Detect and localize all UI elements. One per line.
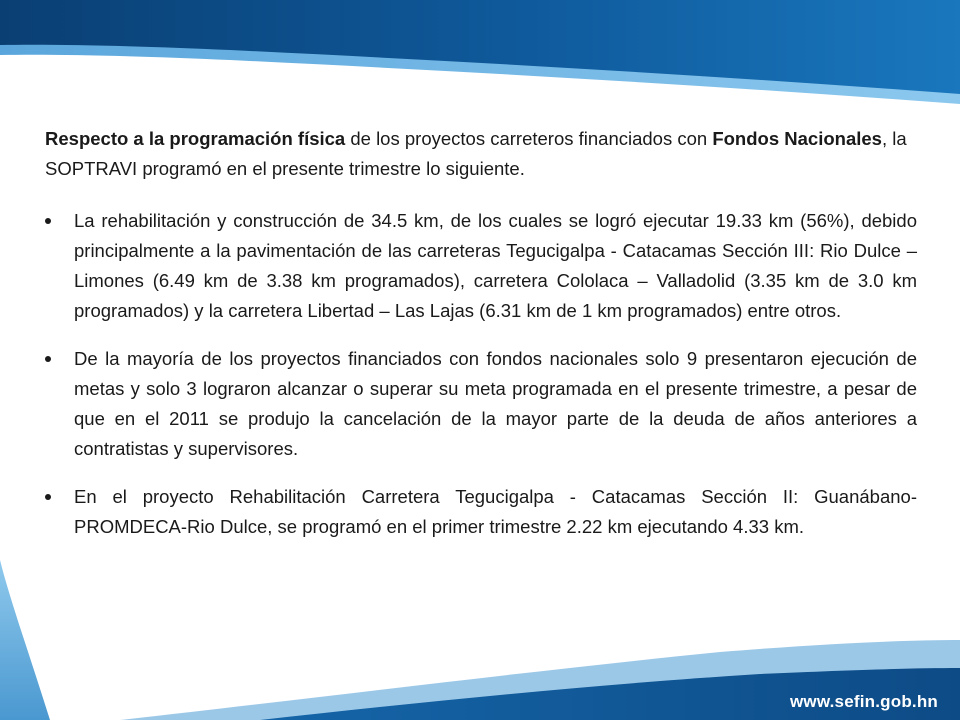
footer-website[interactable]: www.sefin.gob.hn <box>789 692 938 711</box>
bullet-text: La rehabilitación y construcción de 34.5 km, de los cuales se logró ejecutar 19.33 km (56%), debido principalmente a la pavimentación de las carreteras Tegucigalpa - Catacamas Sección III: Rio Dulce – Limones (6.49 km de 3.38 km programados), carretera Cololaca – Valladolid (3.35 km de 3.0 km programados) y la carretera Libertad – Las Lajas (6.31 km de 1 km programados) entre otros. <box>74 210 917 321</box>
bullet-item <box>45 206 917 326</box>
intro-paragraph <box>45 124 917 184</box>
bullet-text: De la mayoría de los proyectos financiados con fondos nacionales solo 9 presentaron ejecución de metas y solo 3 lograron alcanzar o superar su meta programada en el presente trimestre, a pesar de que en el 2011 se produjo la cancelación de la mayor parte de la deuda de años anteriores a contratistas y supervisores. <box>74 348 917 459</box>
bullet-item <box>45 482 917 542</box>
intro-bold-1: Respecto a la programación física <box>45 128 346 149</box>
bullet-icon <box>45 218 51 224</box>
bullet-icon <box>45 494 51 500</box>
intro-text-1: de los proyectos carreteros financiados con <box>345 128 713 149</box>
slide-content <box>45 124 917 560</box>
bullet-item <box>45 344 917 464</box>
bottom-left-wave <box>0 560 50 720</box>
bullet-list <box>45 206 917 542</box>
intro-bold-2: Fondos Nacionales <box>712 128 882 149</box>
bullet-text: En el proyecto Rehabilitación Carretera Tegucigalpa - Catacamas Sección II: Guanábano-PROMDECA-Rio Dulce, se programó en el primer trimestre 2.22 km ejecutando 4.33 km. <box>74 486 917 537</box>
intro-text-2: , la SOPTRAVI programó en el presente trimestre lo siguiente. <box>45 128 907 179</box>
bullet-icon <box>45 356 51 362</box>
